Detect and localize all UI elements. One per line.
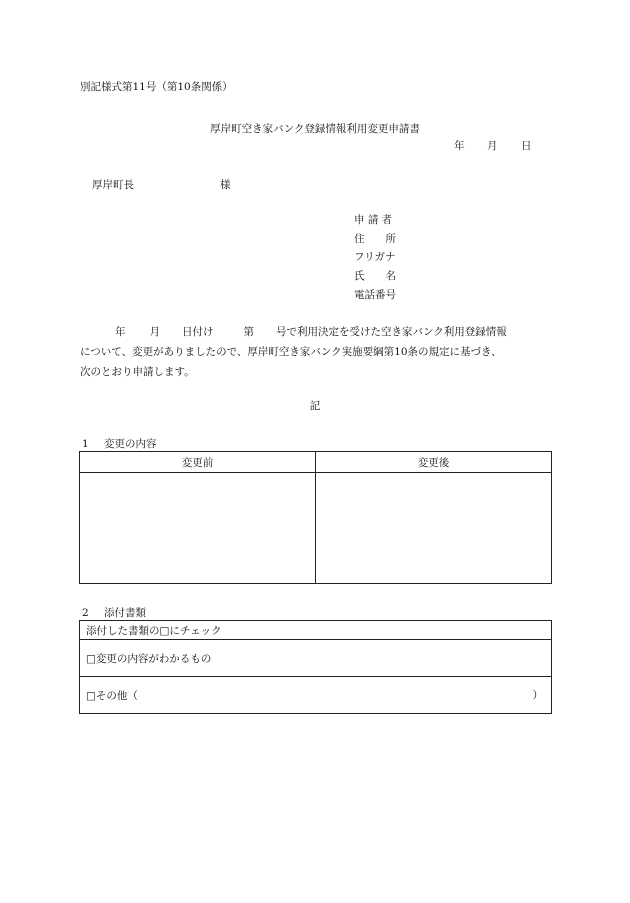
applicant-address-label: 住 所 [354,233,396,245]
section1-heading [82,436,157,451]
body-dai: 第 [243,326,254,338]
paragraph-line-2: について、変更がありましたので、厚岸町空き家バンク実施要綱第10条の規定に基づき、 [80,346,502,358]
addressee-honorific: 様 [220,179,231,191]
body-year: 年 [115,326,126,338]
body-line1-rest: 号で利用決定を受けた空き家バンク利用登録情報 [276,326,507,338]
after-content-cell[interactable] [316,473,552,584]
attachment-other-label: □その他（ [86,689,138,702]
addressee: 厚岸町長 [92,179,134,191]
applicant-furigana-label: フリガナ [354,251,396,263]
section1-title: 変更の内容 [104,438,157,450]
document-title: 厚岸町空き家バンク登録情報利用変更申請書 [210,123,420,135]
col-after-header: 変更後 [316,452,552,473]
ki-marker: 記 [309,400,321,412]
attachment-item-other[interactable] [80,677,552,714]
applicant-name-label: 氏 名 [354,270,396,282]
date-day: 日 [521,140,532,152]
form-code: 別記様式第11号（第10条関係） [80,81,233,93]
body-month: 月 [149,326,160,338]
paragraph-line-1 [80,322,558,342]
date-year: 年 [454,140,465,152]
attachment-item-change-details[interactable]: □変更の内容がわかるもの [80,640,552,677]
body-day-attached: 日付け [182,326,214,338]
date-month: 月 [487,140,498,152]
section2-title: 添付書類 [104,607,146,619]
attachments-table [79,620,552,714]
applicant-heading: 申 請 者 [354,214,393,226]
section2-number: 2 [82,607,89,619]
applicant-phone-label: 電話番号 [354,289,396,301]
attachments-instruction: 添付した書類の□にチェック [80,621,552,640]
section2-heading [82,605,146,620]
change-table [79,451,552,584]
col-before-header: 変更前 [80,452,316,473]
before-content-cell[interactable] [80,473,316,584]
request-paragraph [80,322,558,382]
paragraph-line-3: 次のとおり申請します。 [80,366,195,378]
section1-number: 1 [82,438,89,450]
attachment-other-close: ） [532,689,543,702]
